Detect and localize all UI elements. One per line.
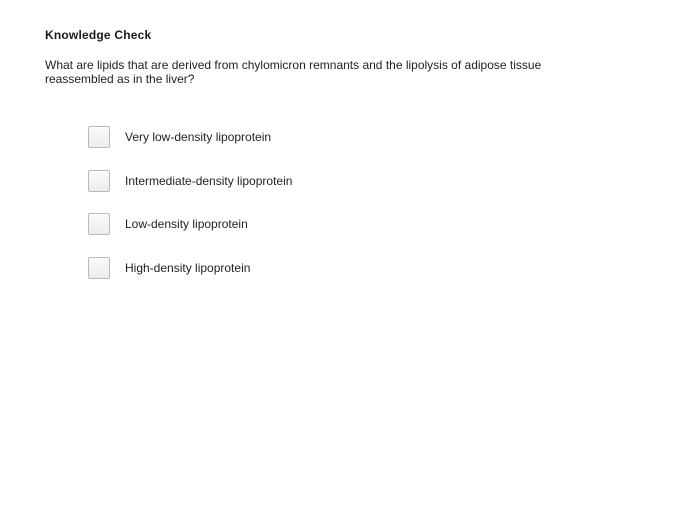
checkbox[interactable] <box>88 257 110 279</box>
checkbox[interactable] <box>88 126 110 148</box>
page-title: Knowledge Check <box>45 28 152 42</box>
answer-option-intermediate-density-lipoprotein[interactable] <box>88 168 292 194</box>
answer-option-low-density-lipoprotein[interactable] <box>88 211 248 237</box>
answer-option-label: Very low-density lipoprotein <box>125 130 272 144</box>
answer-option-very-low-density-lipoprotein[interactable] <box>88 124 271 150</box>
checkbox[interactable] <box>88 170 110 192</box>
answer-option-label: Low-density lipoprotein <box>125 217 248 231</box>
question-text: What are lipids that are derived from chylomicron remnants and the lipolysis of adipose tissue reassembled as in the liver? <box>45 58 542 86</box>
answer-option-high-density-lipoprotein[interactable] <box>88 255 250 281</box>
checkbox[interactable] <box>88 213 110 235</box>
answer-option-label: Intermediate-density lipoprotein <box>125 174 293 188</box>
answer-option-label: High-density lipoprotein <box>125 261 251 275</box>
